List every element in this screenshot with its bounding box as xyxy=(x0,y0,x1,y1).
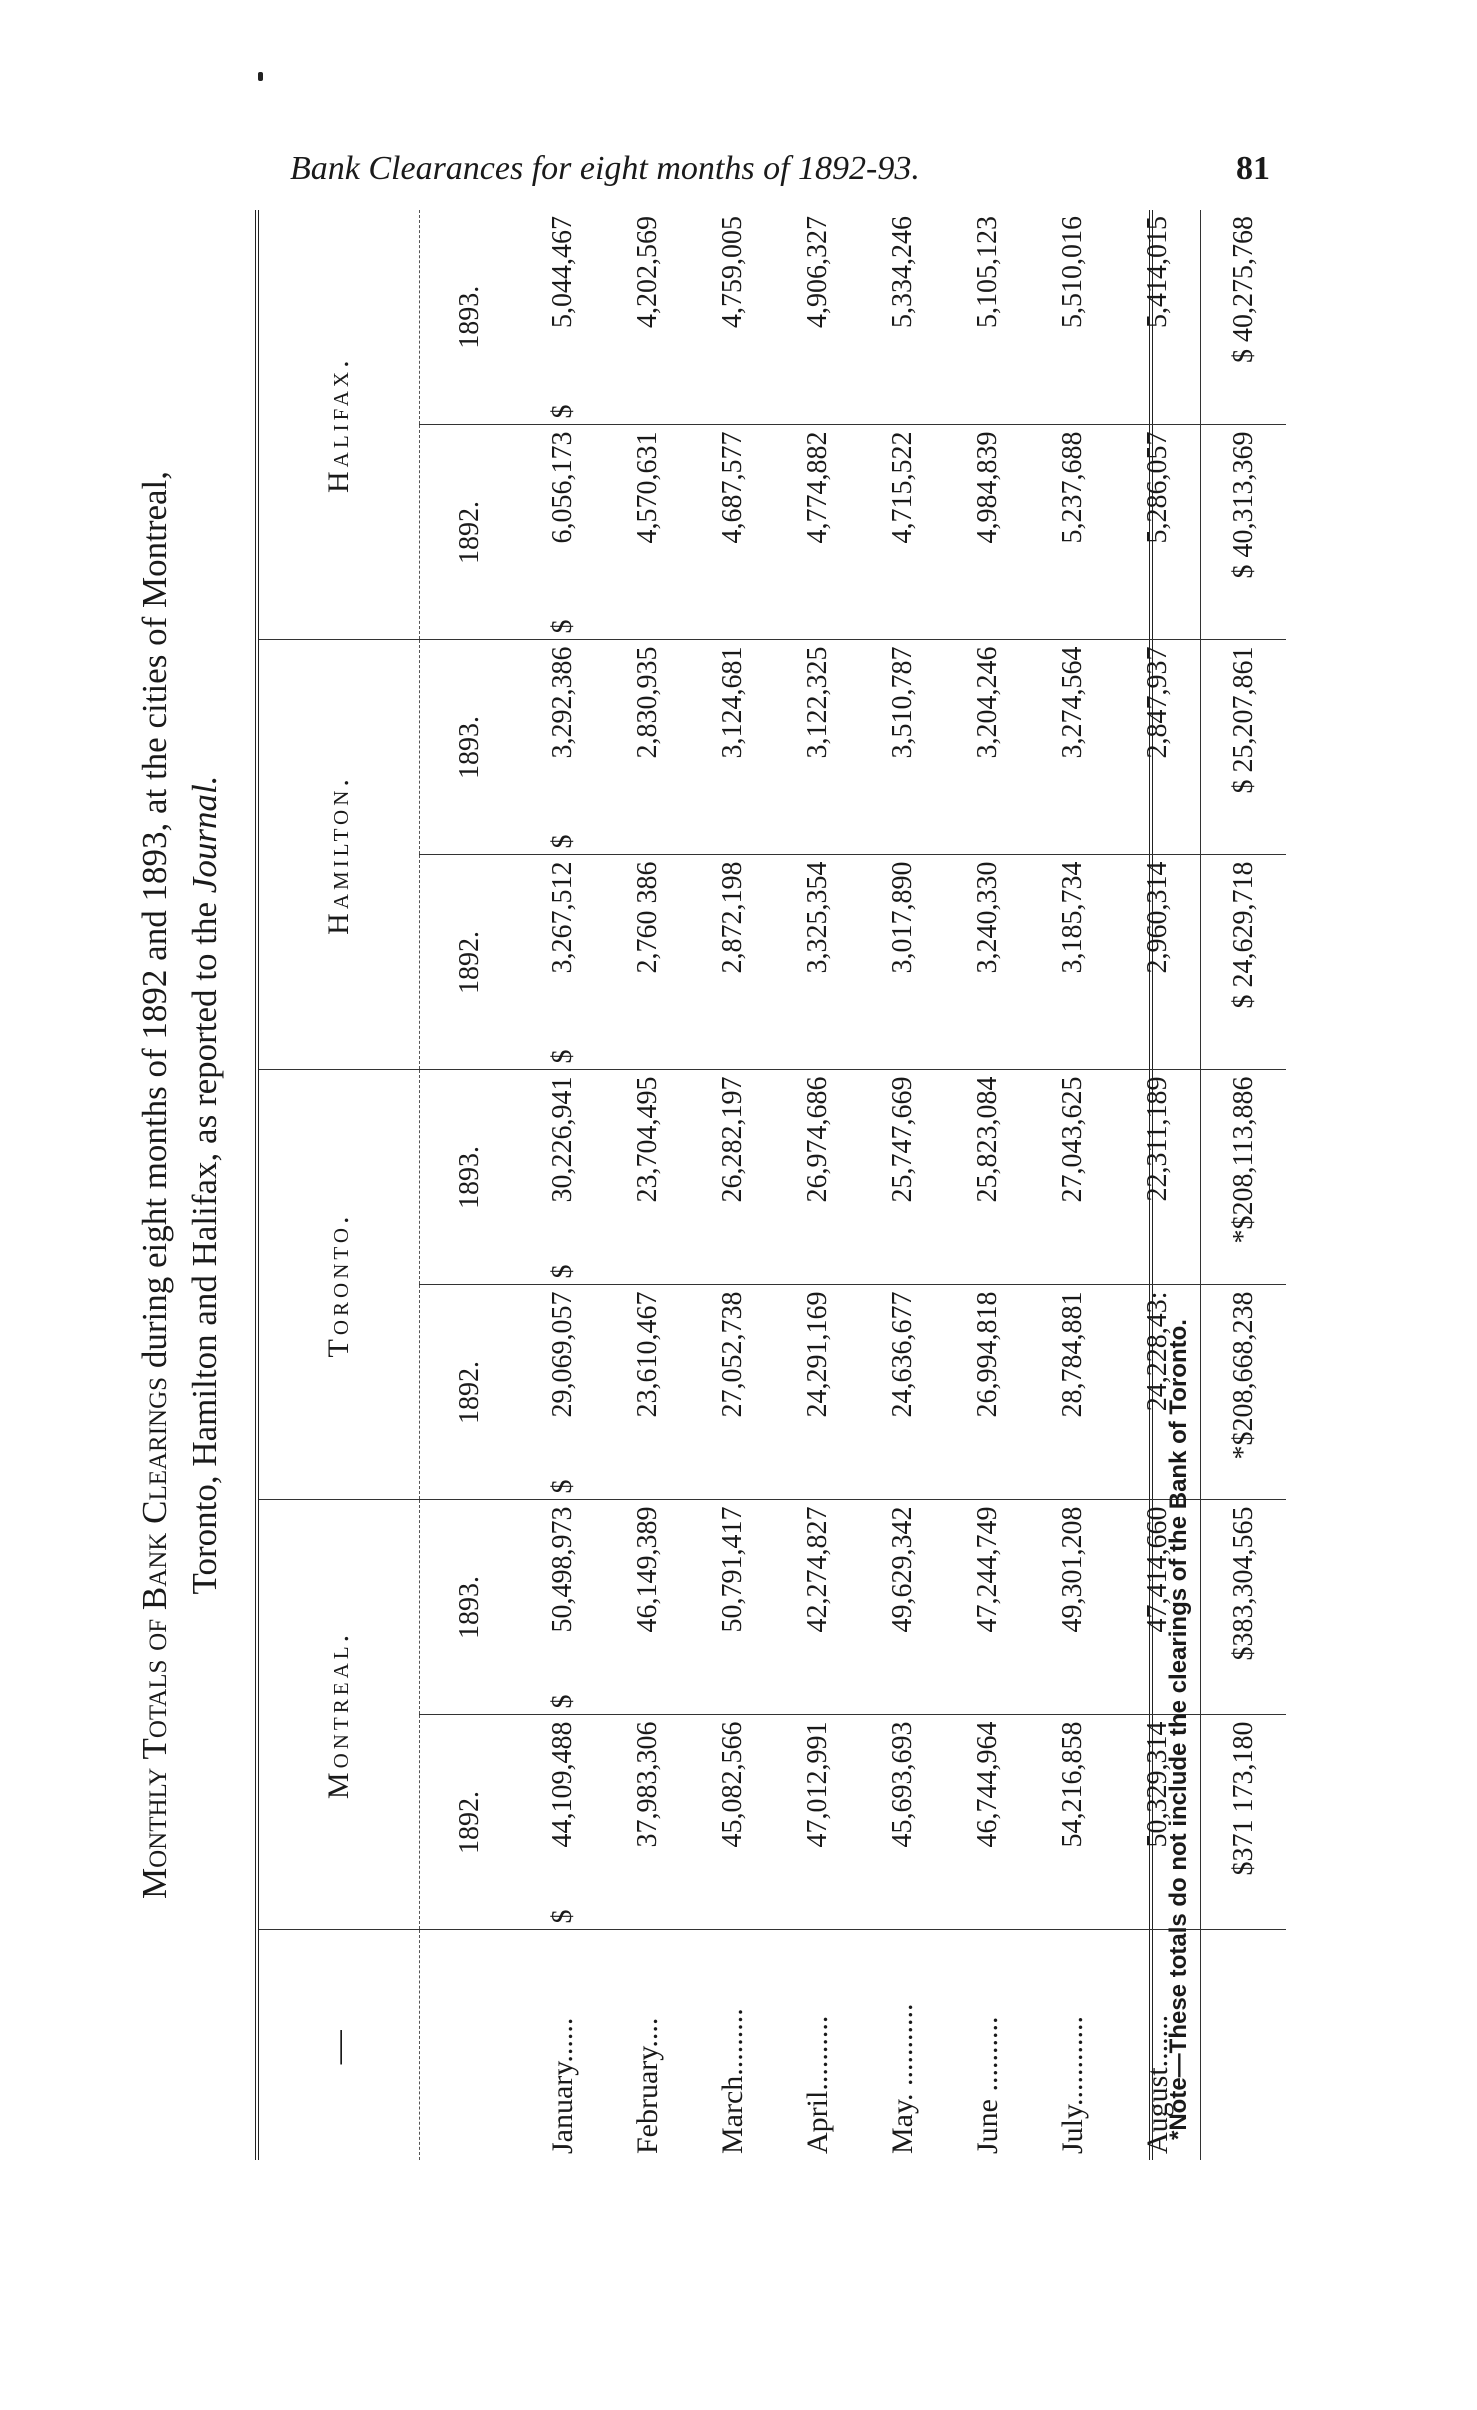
amount-value: 4,906,327 xyxy=(801,215,833,328)
amount-cell xyxy=(1030,855,1115,1070)
amount-cell xyxy=(605,1500,690,1715)
amount-cell xyxy=(690,1285,775,1500)
year-header: 1893. xyxy=(420,1500,521,1715)
total-cell: $ 25,207,861 xyxy=(1201,640,1287,855)
amount-cell xyxy=(1030,1715,1115,1930)
month-column-header: — xyxy=(259,1930,420,2160)
amount-value: 5,105,123 xyxy=(971,215,1003,328)
amount-value: 50,498,973 xyxy=(546,1506,578,1633)
amount-value: 3,325,354 xyxy=(801,861,833,974)
amount-cell xyxy=(605,1070,690,1285)
amount-cell xyxy=(1115,855,1201,1070)
caption-journal: Journal. xyxy=(185,775,224,894)
year-header: 1892. xyxy=(420,855,521,1070)
amount-cell xyxy=(605,1285,690,1500)
year-header: 1893. xyxy=(420,640,521,855)
amount-value: 47,414,660 xyxy=(1141,1506,1173,1633)
amount-value: 49,629,342 xyxy=(886,1506,918,1633)
year-header-blank xyxy=(420,1930,521,2160)
amount-value: 2,830,935 xyxy=(631,646,663,759)
amount-value: 24,636,677 xyxy=(886,1291,918,1418)
amount-cell xyxy=(605,855,690,1070)
amount-value: 54,216,858 xyxy=(1056,1721,1088,1848)
amount-cell xyxy=(690,425,775,640)
year-header: 1892. xyxy=(420,1285,521,1500)
amount-value: 2,760 386 xyxy=(631,861,663,974)
caption-line2: Toronto, Hamilton and Halifax, as reported to the xyxy=(185,893,224,1595)
amount-value: 4,759,005 xyxy=(716,215,748,328)
amount-cell xyxy=(860,1070,945,1285)
amount-cell xyxy=(520,425,605,640)
currency-sign: $ xyxy=(546,1694,578,1709)
amount-value: 28,784,881 xyxy=(1056,1291,1088,1418)
amount-cell xyxy=(690,210,775,425)
amount-value: 22,311,189 xyxy=(1141,1076,1173,1202)
amount-value: 2,872,198 xyxy=(716,861,748,974)
amount-value: 5,334,246 xyxy=(886,215,918,328)
amount-value: 3,122,325 xyxy=(801,646,833,759)
currency-sign: $ xyxy=(546,404,578,419)
total-cell: $ 24,629,718 xyxy=(1201,855,1287,1070)
amount-cell xyxy=(945,1500,1030,1715)
amount-cell xyxy=(775,1500,860,1715)
currency-sign: $ xyxy=(546,1909,578,1924)
amount-value: 49,301,208 xyxy=(1056,1506,1088,1633)
totals-row xyxy=(1201,210,1287,2160)
month-label: May. ........... xyxy=(885,2003,919,2154)
amount-cell xyxy=(945,425,1030,640)
amount-value: 23,610,467 xyxy=(631,1291,663,1418)
amount-value: 4,202,569 xyxy=(631,215,663,328)
amount-cell xyxy=(690,640,775,855)
year-header: 1893. xyxy=(420,1070,521,1285)
amount-value: 4,715,522 xyxy=(886,431,918,544)
amount-value: 26,994,818 xyxy=(971,1291,1003,1418)
amount-value: 6,056,173 xyxy=(546,431,578,544)
amount-value: 4,570,631 xyxy=(631,431,663,544)
amount-value: 50,329,314 xyxy=(1141,1721,1173,1848)
rotated-table-page xyxy=(120,210,1259,2160)
table-row xyxy=(1030,210,1115,2160)
amount-cell xyxy=(605,1715,690,1930)
month-label: August....... xyxy=(1140,2014,1174,2154)
table-row xyxy=(605,210,690,2160)
amount-value: 47,244,749 xyxy=(971,1506,1003,1633)
amount-cell xyxy=(520,1500,605,1715)
amount-cell xyxy=(605,425,690,640)
amount-cell xyxy=(520,210,605,425)
amount-cell xyxy=(520,640,605,855)
amount-cell xyxy=(860,640,945,855)
amount-value: 42,274,827 xyxy=(801,1506,833,1633)
footnote: *Note—These totals do not include the clearings of the Bank of Toronto. xyxy=(1165,1319,1192,2140)
amount-value: 4,774,882 xyxy=(801,431,833,544)
running-title: Bank Clearances for eight months of 1892-93. xyxy=(290,150,920,187)
amount-value: 5,286,057 xyxy=(1141,431,1173,544)
month-label: January...... xyxy=(545,2017,579,2154)
amount-value: 25,747,669 xyxy=(886,1076,918,1203)
currency-sign: $ xyxy=(546,619,578,634)
amount-cell xyxy=(1030,1500,1115,1715)
amount-value: 47,012,991 xyxy=(801,1721,833,1848)
amount-cell xyxy=(520,1285,605,1500)
amount-value: 30,226,941 xyxy=(546,1076,578,1203)
amount-cell xyxy=(775,1285,860,1500)
amount-value: 3,240,330 xyxy=(971,861,1003,974)
amount-cell xyxy=(775,1715,860,1930)
amount-value: 46,744,964 xyxy=(971,1721,1003,1848)
total-cell: $ 40,313,369 xyxy=(1201,425,1287,640)
currency-sign: $ xyxy=(546,1479,578,1494)
amount-value: 3,185,734 xyxy=(1056,861,1088,974)
amount-value: 50,791,417 xyxy=(716,1506,748,1633)
page-number: 81 xyxy=(1236,150,1270,187)
total-cell: $371 173,180 xyxy=(1201,1715,1287,1930)
amount-cell xyxy=(1115,1070,1201,1285)
amount-cell xyxy=(1115,210,1201,425)
amount-value: 3,124,681 xyxy=(716,646,748,759)
amount-cell xyxy=(605,210,690,425)
amount-cell xyxy=(860,425,945,640)
amount-value: 29,069,057 xyxy=(546,1291,578,1418)
table-row xyxy=(775,210,860,2160)
caption-line1: during eight months of 1892 and 1893, at the cities of Montreal, xyxy=(135,470,174,1377)
amount-value: 4,687,577 xyxy=(716,431,748,544)
amount-cell xyxy=(945,1285,1030,1500)
caption-lead: Monthly Totals of Bank Clearings xyxy=(135,1376,174,1900)
amount-value: 5,510,016 xyxy=(1056,215,1088,328)
amount-cell xyxy=(775,210,860,425)
amount-cell xyxy=(690,1500,775,1715)
amount-cell xyxy=(775,1070,860,1285)
amount-value: 27,043,625 xyxy=(1056,1076,1088,1203)
amount-cell xyxy=(690,855,775,1070)
totals-label-cell xyxy=(1201,1930,1287,2160)
amount-cell xyxy=(1115,640,1201,855)
table-row xyxy=(945,210,1030,2160)
amount-value: 44,109,488 xyxy=(546,1721,578,1848)
amount-value: 2,960,314 xyxy=(1141,861,1173,974)
month-label: July............ xyxy=(1055,2015,1089,2154)
amount-cell xyxy=(945,210,1030,425)
amount-cell xyxy=(945,855,1030,1070)
city-header-row xyxy=(259,210,420,2160)
amount-cell xyxy=(1030,425,1115,640)
table-row xyxy=(860,210,945,2160)
amount-cell xyxy=(605,640,690,855)
amount-cell xyxy=(690,1070,775,1285)
table-body xyxy=(520,210,1201,2160)
amount-cell xyxy=(860,1715,945,1930)
amount-value: 25,823,084 xyxy=(971,1076,1003,1203)
amount-cell xyxy=(945,1715,1030,1930)
amount-value: 46,149,389 xyxy=(631,1506,663,1633)
amount-cell xyxy=(945,1070,1030,1285)
amount-value: 5,044,467 xyxy=(546,215,578,328)
amount-value: 2,847,937 xyxy=(1141,646,1173,759)
amount-cell xyxy=(860,855,945,1070)
month-label: February.... xyxy=(630,2017,664,2154)
amount-cell xyxy=(520,855,605,1070)
amount-value: 45,693,693 xyxy=(886,1721,918,1848)
month-label: April.......... xyxy=(800,2015,834,2154)
total-cell: *$208,668,238 xyxy=(1201,1285,1287,1500)
amount-cell xyxy=(1115,425,1201,640)
currency-sign: $ xyxy=(546,834,578,849)
amount-value: 3,274,564 xyxy=(1056,646,1088,759)
month-label: June .......... xyxy=(970,2016,1004,2154)
clearings-table xyxy=(259,210,1286,2160)
city-header-toronto: Toronto. xyxy=(259,1070,420,1500)
amount-cell xyxy=(775,640,860,855)
total-cell: *$208,113,886 xyxy=(1201,1070,1287,1285)
amount-cell xyxy=(1030,1070,1115,1285)
amount-value: 37,983,306 xyxy=(631,1721,663,1848)
running-header xyxy=(290,150,1270,200)
city-header-halifax: Halifax. xyxy=(259,210,420,640)
amount-cell xyxy=(860,1285,945,1500)
amount-cell xyxy=(945,640,1030,855)
amount-value: 23,704,495 xyxy=(631,1076,663,1203)
total-cell: $383,304,565 xyxy=(1201,1500,1287,1715)
amount-value: 5,414,015 xyxy=(1141,215,1173,328)
table-caption xyxy=(130,210,230,2160)
city-header-hamilton: Hamilton. xyxy=(259,640,420,1070)
amount-value: 3,292,386 xyxy=(546,646,578,759)
amount-cell xyxy=(860,210,945,425)
amount-cell xyxy=(1030,640,1115,855)
amount-value: 26,974,686 xyxy=(801,1076,833,1203)
amount-value: 24,291,169 xyxy=(801,1291,833,1418)
amount-value: 3,267,512 xyxy=(546,861,578,974)
amount-value: 3,510,787 xyxy=(886,646,918,759)
table-row xyxy=(690,210,775,2160)
amount-value: 27,052,738 xyxy=(716,1291,748,1418)
amount-value: 4,984,839 xyxy=(971,431,1003,544)
ink-speck xyxy=(258,72,263,81)
amount-value: 5,237,688 xyxy=(1056,431,1088,544)
amount-cell xyxy=(520,1715,605,1930)
year-header: 1892. xyxy=(420,1715,521,1930)
year-header-row xyxy=(420,210,521,2160)
month-label: March......... xyxy=(715,2008,749,2154)
amount-value: 26,282,197 xyxy=(716,1076,748,1203)
amount-value: 3,204,246 xyxy=(971,646,1003,759)
amount-cell xyxy=(520,1070,605,1285)
amount-value: 3,017,890 xyxy=(886,861,918,974)
total-cell: $ 40,275,768 xyxy=(1201,210,1287,425)
amount-value: 45,082,566 xyxy=(716,1721,748,1848)
currency-sign: $ xyxy=(546,1049,578,1064)
amount-cell xyxy=(860,1500,945,1715)
amount-cell xyxy=(1030,210,1115,425)
amount-cell xyxy=(690,1715,775,1930)
currency-sign: $ xyxy=(546,1264,578,1279)
city-header-montreal: Montreal. xyxy=(259,1500,420,1930)
table-row xyxy=(520,210,605,2160)
year-header: 1892. xyxy=(420,425,521,640)
year-header: 1893. xyxy=(420,210,521,425)
amount-cell xyxy=(1030,1285,1115,1500)
amount-cell xyxy=(775,425,860,640)
amount-value: 24,228,43: xyxy=(1141,1291,1173,1412)
amount-cell xyxy=(775,855,860,1070)
